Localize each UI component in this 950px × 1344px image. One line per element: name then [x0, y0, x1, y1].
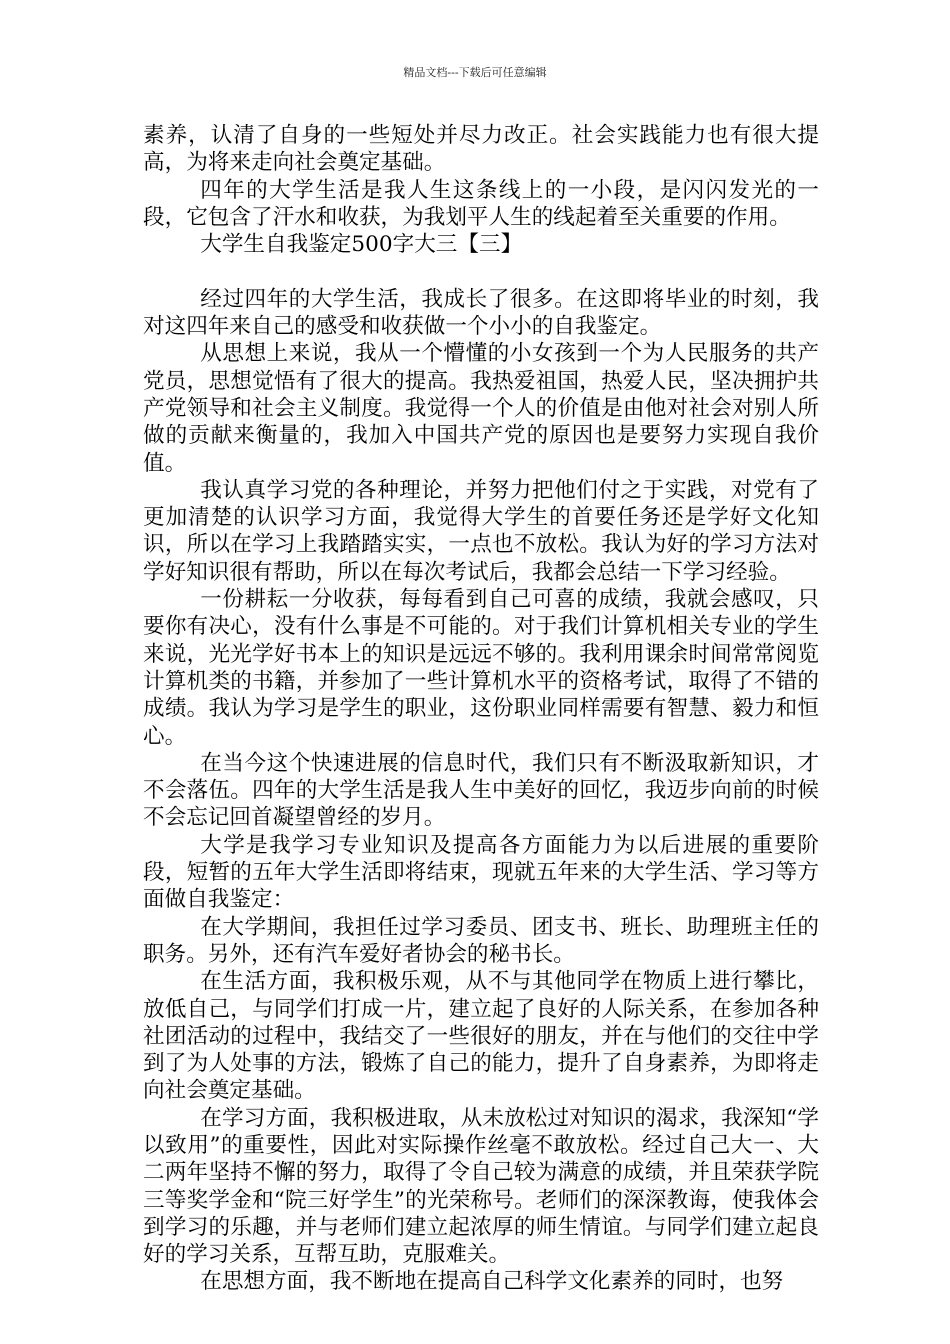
- paragraph: 在大学期间，我担任过学习委员、团支书、班长、助理班主任的职务。另外，还有汽车爱好者协会的秘书长。: [143, 914, 819, 967]
- paragraph: 素养，认清了自身的一些短处并尽力改正。社会实践能力也有很大提高，为将来走向社会奠定基础。: [143, 123, 819, 176]
- paragraph: 四年的大学生活是我人生这条线上的一小段，是闪闪发光的一段，它包含了汗水和收获，为我划平人生的线起着至关重要的作用。: [143, 177, 819, 230]
- blank-line: [143, 258, 819, 285]
- paragraph: 在学习方面，我积极进取，从未放松过对知识的渴求，我深知“学以致用”的重要性，因此对实际操作丝毫不敢放松。经过自己大一、大二两年坚持不懈的努力，取得了令自己较为满意的成绩，并且荣获学院三等奖学金和“院三好学生”的光荣称号。老师们的深深教诲，使我体会到学习的乐趣，并与老师们建立起浓厚的师生情谊。与同学们建立起良好的学习关系，互帮互助，克服难关。: [143, 1105, 819, 1268]
- paragraph: 一份耕耘一分收获，每每看到自己可喜的成绩，我就会感叹，只要你有决心，没有什么事是不可能的。对于我们计算机相关专业的学生来说，光光学好书本上的知识是远远不够的。我利用课余时间常常阅览计算机类的书籍，并参加了一些计算机水平的资格考试，取得了不错的成绩。我认为学习是学生的职业，这份职业同样需要有智慧、毅力和恒心。: [143, 587, 819, 749]
- document-body: [143, 122, 819, 1296]
- paragraph: 大学是我学习专业知识及提高各方面能力为以后进展的重要阶段，短暂的五年大学生活即将结束，现就五年来的大学生活、学习等方面做自我鉴定：: [143, 832, 819, 913]
- section-heading: 大学生自我鉴定500字大三【三】: [200, 232, 523, 258]
- paragraph: 在思想方面，我不断地在提高自己科学文化素养的同时，也努: [200, 1269, 784, 1295]
- paragraph: 从思想上来说，我从一个懵懂的小女孩到一个为人民服务的共产党员，思想觉悟有了很大的提高。我热爱祖国，热爱人民，坚决拥护共产党领导和社会主义制度。我觉得一个人的价值是由他对社会对别人所做的贡献来衡量的，我加入中国共产党的原因也是要努力实现自我价值。: [143, 341, 819, 476]
- paragraph: 我认真学习党的各种理论，并努力把他们付之于实践，对党有了更加清楚的认识学习方面，我觉得大学生的首要任务还是学好文化知识，所以在学习上我踏踏实实，一点也不放松。我认为好的学习方法对学好知识很有帮助，所以在每次考试后，我都会总结一下学习经验。: [143, 477, 819, 585]
- paragraph: 经过四年的大学生活，我成长了很多。在这即将毕业的时刻，我对这四年来自己的感受和收获做一个小小的自我鉴定。: [143, 286, 819, 340]
- page-header: 精品文档---下载后可任意编辑: [403, 66, 547, 79]
- paragraph: 在当今这个快速进展的信息时代，我们只有不断汲取新知识，才不会落伍。四年的大学生活是我人生中美好的回忆，我迈步向前的时候不会忘记回首凝望曾经的岁月。: [143, 750, 819, 831]
- paragraph: 在生活方面，我积极乐观，从不与其他同学在物质上进行攀比，放低自己，与同学们打成一片，建立起了良好的人际关系，在参加各种社团活动的过程中，我结交了一些很好的朋友，并在与他们的交往中学到了为人处事的方法，锻炼了自己的能力，提升了自身素养，为即将走向社会奠定基础。: [143, 969, 819, 1104]
